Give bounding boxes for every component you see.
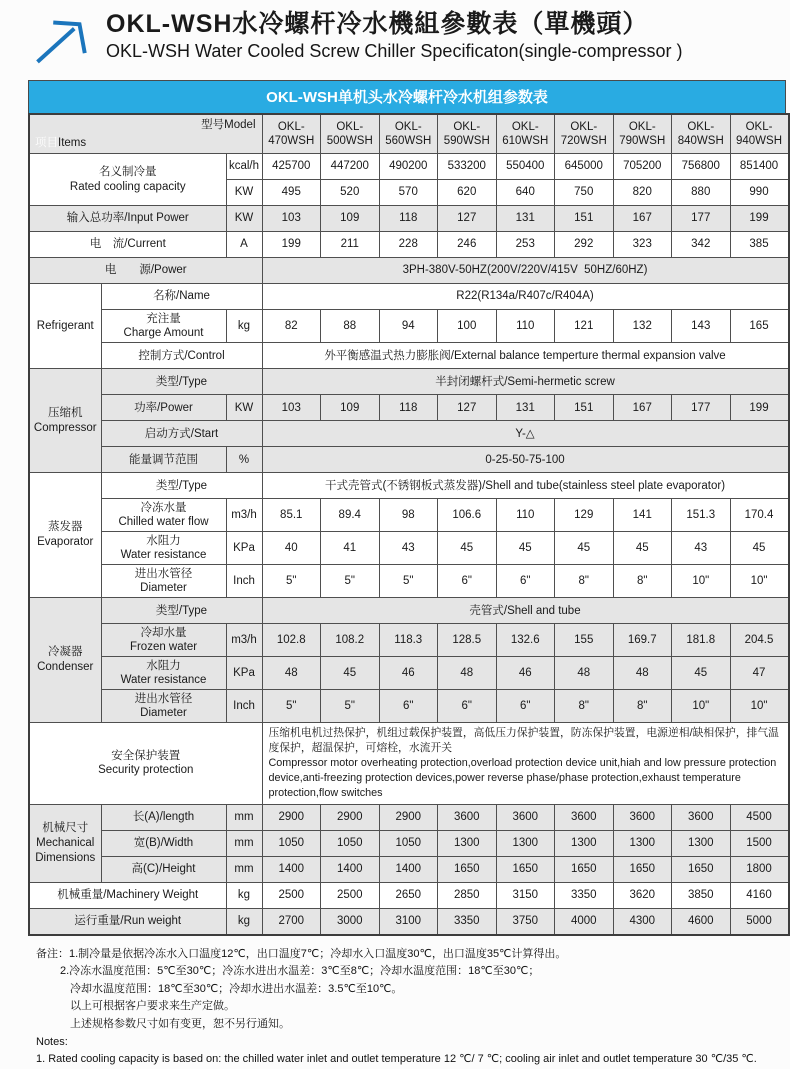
value-condenser-water-resistance-OKL-500WSH: 45	[321, 657, 380, 690]
value-dimension-width-OKL-840WSH: 1300	[672, 830, 731, 856]
label-evaporator-chilled-water-flow: 冷冻水量 Chilled water flow	[101, 499, 226, 532]
value-current-OKL-560WSH: 228	[379, 232, 438, 258]
value-dimension-length-OKL-720WSH: 3600	[555, 804, 614, 830]
value-dimension-length-OKL-470WSH: 2900	[262, 804, 321, 830]
value-machinery-weight-OKL-610WSH: 3150	[496, 882, 555, 908]
value-refrigerant-charge-OKL-840WSH: 143	[672, 310, 731, 343]
value-evaporator-chilled-water-flow-OKL-560WSH: 98	[379, 499, 438, 532]
value-machinery-weight-OKL-790WSH: 3620	[613, 882, 672, 908]
value-input-power-OKL-610WSH: 131	[496, 206, 555, 232]
value-machinery-weight-OKL-940WSH: 4160	[730, 882, 789, 908]
row-compressor-type	[29, 369, 789, 395]
value-condenser-pipe-diameter-OKL-500WSH: 5"	[321, 690, 380, 723]
value-compressor-power-OKL-610WSH: 131	[496, 395, 555, 421]
value-current-OKL-840WSH: 342	[672, 232, 731, 258]
label-compressor-start: 启动方式/Start	[101, 421, 262, 447]
value-run-weight-OKL-720WSH: 4000	[555, 908, 614, 935]
value-condenser-water-resistance-OKL-610WSH: 46	[496, 657, 555, 690]
unit-compressor-capacity-steps: %	[226, 447, 262, 473]
value-rated-cooling-kcal-OKL-470WSH: 425700	[262, 154, 321, 180]
value-dimension-height-OKL-590WSH: 1650	[438, 856, 497, 882]
row-compressor-capacity-steps	[29, 447, 789, 473]
value-evaporator-water-resistance-OKL-840WSH: 43	[672, 532, 731, 565]
label-condenser-water-resistance: 水阻力 Water resistance	[101, 657, 226, 690]
value-current-OKL-470WSH: 199	[262, 232, 321, 258]
value-rated-cooling-kw-OKL-610WSH: 640	[496, 180, 555, 206]
items-label-en: Items	[58, 136, 87, 149]
value-dimension-width-OKL-470WSH: 1050	[262, 830, 321, 856]
label-security-protection: 安全保护装置 Security protection	[29, 723, 262, 804]
value-run-weight-OKL-790WSH: 4300	[613, 908, 672, 935]
row-evaporator-type	[29, 473, 789, 499]
value-evaporator-pipe-diameter-OKL-840WSH: 10"	[672, 565, 731, 598]
merged-value-compressor-capacity-steps: 0-25-50-75-100	[262, 447, 789, 473]
value-condenser-frozen-water-OKL-500WSH: 108.2	[321, 624, 380, 657]
unit-condenser-pipe-diameter: Inch	[226, 690, 262, 723]
section-evaporator-type: 蒸发器 Evaporator	[29, 473, 101, 598]
model-header-row	[29, 114, 789, 154]
unit-evaporator-pipe-diameter: Inch	[226, 565, 262, 598]
value-compressor-power-OKL-500WSH: 109	[321, 395, 380, 421]
value-run-weight-OKL-840WSH: 4600	[672, 908, 731, 935]
row-condenser-frozen-water	[29, 624, 789, 657]
merged-value-compressor-type: 半封闭螺杆式/Semi-hermetic screw	[262, 369, 789, 395]
value-compressor-power-OKL-940WSH: 199	[730, 395, 789, 421]
value-input-power-OKL-790WSH: 167	[613, 206, 672, 232]
label-evaporator-pipe-diameter: 进出水管径 Diameter	[101, 565, 226, 598]
label-rated-cooling-kcal: 名义制冷量 Rated cooling capacity	[29, 154, 226, 206]
label-refrigerant-control: 控制方式/Control	[101, 343, 262, 369]
value-dimension-length-OKL-610WSH: 3600	[496, 804, 555, 830]
value-condenser-pipe-diameter-OKL-560WSH: 6"	[379, 690, 438, 723]
value-condenser-pipe-diameter-OKL-790WSH: 8"	[613, 690, 672, 723]
value-rated-cooling-kcal-OKL-500WSH: 447200	[321, 154, 380, 180]
value-dimension-width-OKL-720WSH: 1300	[555, 830, 614, 856]
note-line-3: 冷却水温度范围：18℃至30℃；冷却水进出水温差：3.5℃至10℃。	[70, 982, 403, 995]
value-rated-cooling-kw-OKL-790WSH: 820	[613, 180, 672, 206]
items-label	[35, 136, 86, 150]
unit-dimension-height: mm	[226, 856, 262, 882]
value-rated-cooling-kw-OKL-470WSH: 495	[262, 180, 321, 206]
value-current-OKL-940WSH: 385	[730, 232, 789, 258]
row-evaporator-chilled-water-flow	[29, 499, 789, 532]
value-refrigerant-charge-OKL-470WSH: 82	[262, 310, 321, 343]
value-evaporator-pipe-diameter-OKL-790WSH: 8"	[613, 565, 672, 598]
value-machinery-weight-OKL-720WSH: 3350	[555, 882, 614, 908]
label-current: 电 流/Current	[29, 232, 226, 258]
row-condenser-type	[29, 598, 789, 624]
value-condenser-pipe-diameter-OKL-470WSH: 5"	[262, 690, 321, 723]
value-condenser-frozen-water-OKL-720WSH: 155	[555, 624, 614, 657]
value-evaporator-water-resistance-OKL-560WSH: 43	[379, 532, 438, 565]
unit-input-power: KW	[226, 206, 262, 232]
model-header-okl-470wsh: OKL- 470WSH	[262, 114, 321, 154]
label-evaporator-type: 类型/Type	[101, 473, 262, 499]
note-line-2: 2.冷冻水温度范围：5℃至30℃；冷冻水进出水温差：3℃至8℃；冷却水温度范围：18℃至30℃；	[60, 965, 540, 978]
value-dimension-width-OKL-500WSH: 1050	[321, 830, 380, 856]
unit-compressor-power: KW	[226, 395, 262, 421]
value-condenser-water-resistance-OKL-840WSH: 45	[672, 657, 731, 690]
unit-refrigerant-charge: kg	[226, 310, 262, 343]
value-input-power-OKL-720WSH: 151	[555, 206, 614, 232]
unit-current: A	[226, 232, 262, 258]
model-header-okl-560wsh: OKL- 560WSH	[379, 114, 438, 154]
unit-evaporator-chilled-water-flow: m3/h	[226, 499, 262, 532]
label-compressor-power: 功率/Power	[101, 395, 226, 421]
row-input-power	[29, 206, 789, 232]
value-dimension-length-OKL-790WSH: 3600	[613, 804, 672, 830]
label-refrigerant-charge: 充注量 Charge Amount	[101, 310, 226, 343]
note-line-1: 备注：1.制冷量是依据冷冻水入口温度12℃，出口温度7℃；冷却水入口温度30℃，出口温度35℃计算得出。	[36, 947, 567, 960]
label-run-weight: 运行重量/Run weight	[29, 908, 226, 935]
unit-rated-cooling-kw: KW	[226, 180, 262, 206]
value-evaporator-chilled-water-flow-OKL-590WSH: 106.6	[438, 499, 497, 532]
value-refrigerant-charge-OKL-610WSH: 110	[496, 310, 555, 343]
value-run-weight-OKL-470WSH: 2700	[262, 908, 321, 935]
value-rated-cooling-kcal-OKL-560WSH: 490200	[379, 154, 438, 180]
value-dimension-width-OKL-610WSH: 1300	[496, 830, 555, 856]
value-refrigerant-charge-OKL-500WSH: 88	[321, 310, 380, 343]
label-dimension-width: 宽(B)/Width	[101, 830, 226, 856]
value-evaporator-water-resistance-OKL-940WSH: 45	[730, 532, 789, 565]
label-condenser-pipe-diameter: 进出水管径 Diameter	[101, 690, 226, 723]
row-evaporator-pipe-diameter	[29, 565, 789, 598]
value-rated-cooling-kw-OKL-560WSH: 570	[379, 180, 438, 206]
value-evaporator-water-resistance-OKL-470WSH: 40	[262, 532, 321, 565]
value-condenser-frozen-water-OKL-790WSH: 169.7	[613, 624, 672, 657]
value-refrigerant-charge-OKL-790WSH: 132	[613, 310, 672, 343]
value-evaporator-chilled-water-flow-OKL-500WSH: 89.4	[321, 499, 380, 532]
model-header-okl-610wsh: OKL- 610WSH	[496, 114, 555, 154]
value-evaporator-pipe-diameter-OKL-610WSH: 6"	[496, 565, 555, 598]
note-line-6: Notes:	[36, 1035, 68, 1048]
row-condenser-water-resistance	[29, 657, 789, 690]
value-rated-cooling-kcal-OKL-840WSH: 756800	[672, 154, 731, 180]
row-dimension-width	[29, 830, 789, 856]
value-evaporator-chilled-water-flow-OKL-790WSH: 141	[613, 499, 672, 532]
value-dimension-width-OKL-590WSH: 1300	[438, 830, 497, 856]
unit-evaporator-water-resistance: KPa	[226, 532, 262, 565]
value-dimension-height-OKL-610WSH: 1650	[496, 856, 555, 882]
corner-cell	[29, 114, 262, 154]
page-header	[34, 10, 790, 66]
items-label-cn: 项目	[35, 136, 58, 149]
merged-value-evaporator-type: 干式壳管式(不锈钢板式蒸发器)/Shell and tube(stainless steel plate evaporator)	[262, 473, 789, 499]
value-evaporator-chilled-water-flow-OKL-720WSH: 129	[555, 499, 614, 532]
value-evaporator-chilled-water-flow-OKL-610WSH: 110	[496, 499, 555, 532]
value-compressor-power-OKL-790WSH: 167	[613, 395, 672, 421]
value-evaporator-water-resistance-OKL-500WSH: 41	[321, 532, 380, 565]
value-dimension-length-OKL-560WSH: 2900	[379, 804, 438, 830]
value-evaporator-water-resistance-OKL-720WSH: 45	[555, 532, 614, 565]
value-dimension-height-OKL-720WSH: 1650	[555, 856, 614, 882]
label-refrigerant-name: 名称/Name	[101, 284, 262, 310]
section-refrigerant-name: Refrigerant	[29, 284, 101, 369]
row-dimension-height	[29, 856, 789, 882]
value-input-power-OKL-590WSH: 127	[438, 206, 497, 232]
value-rated-cooling-kw-OKL-940WSH: 990	[730, 180, 789, 206]
value-evaporator-pipe-diameter-OKL-560WSH: 5"	[379, 565, 438, 598]
label-dimension-length: 长(A)/length	[101, 804, 226, 830]
label-condenser-frozen-water: 冷却水量 Frozen water	[101, 624, 226, 657]
label-power-supply: 电 源/Power	[29, 258, 262, 284]
value-compressor-power-OKL-560WSH: 118	[379, 395, 438, 421]
merged-value-compressor-start: Y-△	[262, 421, 789, 447]
label-machinery-weight: 机械重量/Machinery Weight	[29, 882, 226, 908]
row-refrigerant-control	[29, 343, 789, 369]
value-run-weight-OKL-560WSH: 3100	[379, 908, 438, 935]
model-header-okl-590wsh: OKL- 590WSH	[438, 114, 497, 154]
model-header-okl-720wsh: OKL- 720WSH	[555, 114, 614, 154]
value-run-weight-OKL-940WSH: 5000	[730, 908, 789, 935]
label-compressor-type: 类型/Type	[101, 369, 262, 395]
value-condenser-water-resistance-OKL-790WSH: 48	[613, 657, 672, 690]
value-current-OKL-500WSH: 211	[321, 232, 380, 258]
spec-table	[28, 113, 790, 936]
row-evaporator-water-resistance	[29, 532, 789, 565]
value-evaporator-chilled-water-flow-OKL-840WSH: 151.3	[672, 499, 731, 532]
value-condenser-pipe-diameter-OKL-840WSH: 10"	[672, 690, 731, 723]
value-refrigerant-charge-OKL-590WSH: 100	[438, 310, 497, 343]
value-condenser-pipe-diameter-OKL-590WSH: 6"	[438, 690, 497, 723]
note-line-7: 1. Rated cooling capacity is based on: the chilled water inlet and outlet temperature 12 ℃/ 7 ℃; cooling air inlet and outlet temperature 30 ℃/35 ℃.	[36, 1053, 757, 1066]
merged-value-power-supply: 3PH-380V-50HZ(200V/220V/415V 50HZ/60HZ)	[262, 258, 789, 284]
note-line-4: 以上可根据客户要求来生产定做。	[70, 1000, 235, 1013]
value-rated-cooling-kw-OKL-840WSH: 880	[672, 180, 731, 206]
value-condenser-water-resistance-OKL-940WSH: 47	[730, 657, 789, 690]
value-refrigerant-charge-OKL-940WSH: 165	[730, 310, 789, 343]
row-run-weight	[29, 908, 789, 935]
merged-value-refrigerant-control: 外平衡感温式热力膨胀阀/External balance temperture thermal expansion valve	[262, 343, 789, 369]
value-evaporator-chilled-water-flow-OKL-470WSH: 85.1	[262, 499, 321, 532]
value-evaporator-pipe-diameter-OKL-720WSH: 8"	[555, 565, 614, 598]
table-banner: OKL-WSH单机头水冷螺杆冷水机组参数表	[28, 80, 786, 113]
value-condenser-water-resistance-OKL-720WSH: 48	[555, 657, 614, 690]
value-dimension-height-OKL-940WSH: 1800	[730, 856, 789, 882]
value-run-weight-OKL-500WSH: 3000	[321, 908, 380, 935]
value-condenser-frozen-water-OKL-940WSH: 204.5	[730, 624, 789, 657]
value-dimension-height-OKL-790WSH: 1650	[613, 856, 672, 882]
value-current-OKL-790WSH: 323	[613, 232, 672, 258]
value-dimension-length-OKL-940WSH: 4500	[730, 804, 789, 830]
merged-value-condenser-type: 壳管式/Shell and tube	[262, 598, 789, 624]
value-dimension-height-OKL-560WSH: 1400	[379, 856, 438, 882]
value-condenser-water-resistance-OKL-590WSH: 48	[438, 657, 497, 690]
label-evaporator-water-resistance: 水阻力 Water resistance	[101, 532, 226, 565]
label-input-power: 输入总功率/Input Power	[29, 206, 226, 232]
value-dimension-height-OKL-470WSH: 1400	[262, 856, 321, 882]
row-refrigerant-name	[29, 284, 789, 310]
value-condenser-frozen-water-OKL-470WSH: 102.8	[262, 624, 321, 657]
label-compressor-capacity-steps: 能量调节范围	[101, 447, 226, 473]
value-evaporator-water-resistance-OKL-610WSH: 45	[496, 532, 555, 565]
value-run-weight-OKL-590WSH: 3350	[438, 908, 497, 935]
unit-condenser-water-resistance: KPa	[226, 657, 262, 690]
value-condenser-frozen-water-OKL-590WSH: 128.5	[438, 624, 497, 657]
value-input-power-OKL-470WSH: 103	[262, 206, 321, 232]
section-condenser-type: 冷凝器 Condenser	[29, 598, 101, 723]
value-compressor-power-OKL-720WSH: 151	[555, 395, 614, 421]
page-titles	[106, 10, 683, 62]
row-security-protection	[29, 723, 789, 804]
value-dimension-length-OKL-590WSH: 3600	[438, 804, 497, 830]
row-condenser-pipe-diameter	[29, 690, 789, 723]
row-compressor-power	[29, 395, 789, 421]
value-condenser-pipe-diameter-OKL-720WSH: 8"	[555, 690, 614, 723]
page-title-en: OKL-WSH Water Cooled Screw Chiller Specificaton(single-compressor )	[106, 40, 683, 61]
model-header-okl-940wsh: OKL- 940WSH	[730, 114, 789, 154]
value-condenser-frozen-water-OKL-560WSH: 118.3	[379, 624, 438, 657]
value-dimension-height-OKL-840WSH: 1650	[672, 856, 731, 882]
value-compressor-power-OKL-590WSH: 127	[438, 395, 497, 421]
value-evaporator-pipe-diameter-OKL-500WSH: 5"	[321, 565, 380, 598]
value-input-power-OKL-840WSH: 177	[672, 206, 731, 232]
merged-value-security-protection: 压缩机电机过热保护，机组过载保护装置，高低压力保护装置，防冻保护装置，电源逆相/缺相保护，排气温度保护，超温保护，可熔栓，水流开关 Compressor motor overheating protection,overload protection device unit,hiah and low pressure protection device,anti-freezing protection devices,power reverse phase/phase protection,exhaust temperature protection,flow switches	[262, 723, 789, 804]
value-rated-cooling-kcal-OKL-590WSH: 533200	[438, 154, 497, 180]
value-rated-cooling-kw-OKL-500WSH: 520	[321, 180, 380, 206]
model-header-okl-790wsh: OKL- 790WSH	[613, 114, 672, 154]
value-current-OKL-610WSH: 253	[496, 232, 555, 258]
value-compressor-power-OKL-840WSH: 177	[672, 395, 731, 421]
value-rated-cooling-kcal-OKL-720WSH: 645000	[555, 154, 614, 180]
section-dimension-length: 机械尺寸 Mechanical Dimensions	[29, 804, 101, 882]
value-evaporator-pipe-diameter-OKL-590WSH: 6"	[438, 565, 497, 598]
merged-value-refrigerant-name: R22(R134a/R407c/R404A)	[262, 284, 789, 310]
value-condenser-water-resistance-OKL-560WSH: 46	[379, 657, 438, 690]
value-dimension-width-OKL-560WSH: 1050	[379, 830, 438, 856]
value-input-power-OKL-560WSH: 118	[379, 206, 438, 232]
value-machinery-weight-OKL-560WSH: 2650	[379, 882, 438, 908]
value-evaporator-water-resistance-OKL-590WSH: 45	[438, 532, 497, 565]
value-refrigerant-charge-OKL-720WSH: 121	[555, 310, 614, 343]
value-machinery-weight-OKL-470WSH: 2500	[262, 882, 321, 908]
value-condenser-water-resistance-OKL-470WSH: 48	[262, 657, 321, 690]
value-rated-cooling-kw-OKL-590WSH: 620	[438, 180, 497, 206]
value-current-OKL-590WSH: 246	[438, 232, 497, 258]
value-dimension-width-OKL-790WSH: 1300	[613, 830, 672, 856]
value-dimension-height-OKL-500WSH: 1400	[321, 856, 380, 882]
value-machinery-weight-OKL-840WSH: 3850	[672, 882, 731, 908]
row-rated-cooling-kcal	[29, 154, 789, 180]
value-rated-cooling-kw-OKL-720WSH: 750	[555, 180, 614, 206]
value-evaporator-chilled-water-flow-OKL-940WSH: 170.4	[730, 499, 789, 532]
unit-dimension-width: mm	[226, 830, 262, 856]
value-rated-cooling-kcal-OKL-610WSH: 550400	[496, 154, 555, 180]
label-condenser-type: 类型/Type	[101, 598, 262, 624]
model-header-okl-840wsh: OKL- 840WSH	[672, 114, 731, 154]
section-compressor-type: 压缩机 Compressor	[29, 369, 101, 473]
value-dimension-length-OKL-840WSH: 3600	[672, 804, 731, 830]
value-dimension-length-OKL-500WSH: 2900	[321, 804, 380, 830]
value-run-weight-OKL-610WSH: 3750	[496, 908, 555, 935]
value-refrigerant-charge-OKL-560WSH: 94	[379, 310, 438, 343]
value-evaporator-pipe-diameter-OKL-940WSH: 10"	[730, 565, 789, 598]
row-compressor-start	[29, 421, 789, 447]
unit-run-weight: kg	[226, 908, 262, 935]
row-power-supply	[29, 258, 789, 284]
row-current	[29, 232, 789, 258]
notes	[36, 946, 790, 1069]
label-dimension-height: 高(C)/Height	[101, 856, 226, 882]
page-title-cn: OKL-WSH水冷螺杆冷水機組參數表（單機頭）	[106, 10, 649, 38]
value-condenser-frozen-water-OKL-610WSH: 132.6	[496, 624, 555, 657]
unit-condenser-frozen-water: m3/h	[226, 624, 262, 657]
value-machinery-weight-OKL-500WSH: 2500	[321, 882, 380, 908]
value-machinery-weight-OKL-590WSH: 2850	[438, 882, 497, 908]
value-evaporator-water-resistance-OKL-790WSH: 45	[613, 532, 672, 565]
value-rated-cooling-kcal-OKL-790WSH: 705200	[613, 154, 672, 180]
value-current-OKL-720WSH: 292	[555, 232, 614, 258]
row-dimension-length	[29, 804, 789, 830]
model-header-okl-500wsh: OKL- 500WSH	[321, 114, 380, 154]
value-rated-cooling-kcal-OKL-940WSH: 851400	[730, 154, 789, 180]
value-condenser-frozen-water-OKL-840WSH: 181.8	[672, 624, 731, 657]
value-input-power-OKL-500WSH: 109	[321, 206, 380, 232]
value-input-power-OKL-940WSH: 199	[730, 206, 789, 232]
row-machinery-weight	[29, 882, 789, 908]
model-label: 型号Model	[201, 119, 256, 131]
value-compressor-power-OKL-470WSH: 103	[262, 395, 321, 421]
unit-rated-cooling-kcal: kcal/h	[226, 154, 262, 180]
arrow-up-right-icon	[34, 14, 90, 66]
spec-table-body	[29, 154, 789, 935]
value-evaporator-pipe-diameter-OKL-470WSH: 5"	[262, 565, 321, 598]
value-condenser-pipe-diameter-OKL-610WSH: 6"	[496, 690, 555, 723]
value-condenser-pipe-diameter-OKL-940WSH: 10"	[730, 690, 789, 723]
row-refrigerant-charge	[29, 310, 789, 343]
note-line-5: 上述规格参数尺寸如有变更，恕不另行通知。	[70, 1018, 290, 1031]
unit-dimension-length: mm	[226, 804, 262, 830]
unit-machinery-weight: kg	[226, 882, 262, 908]
value-dimension-width-OKL-940WSH: 1500	[730, 830, 789, 856]
